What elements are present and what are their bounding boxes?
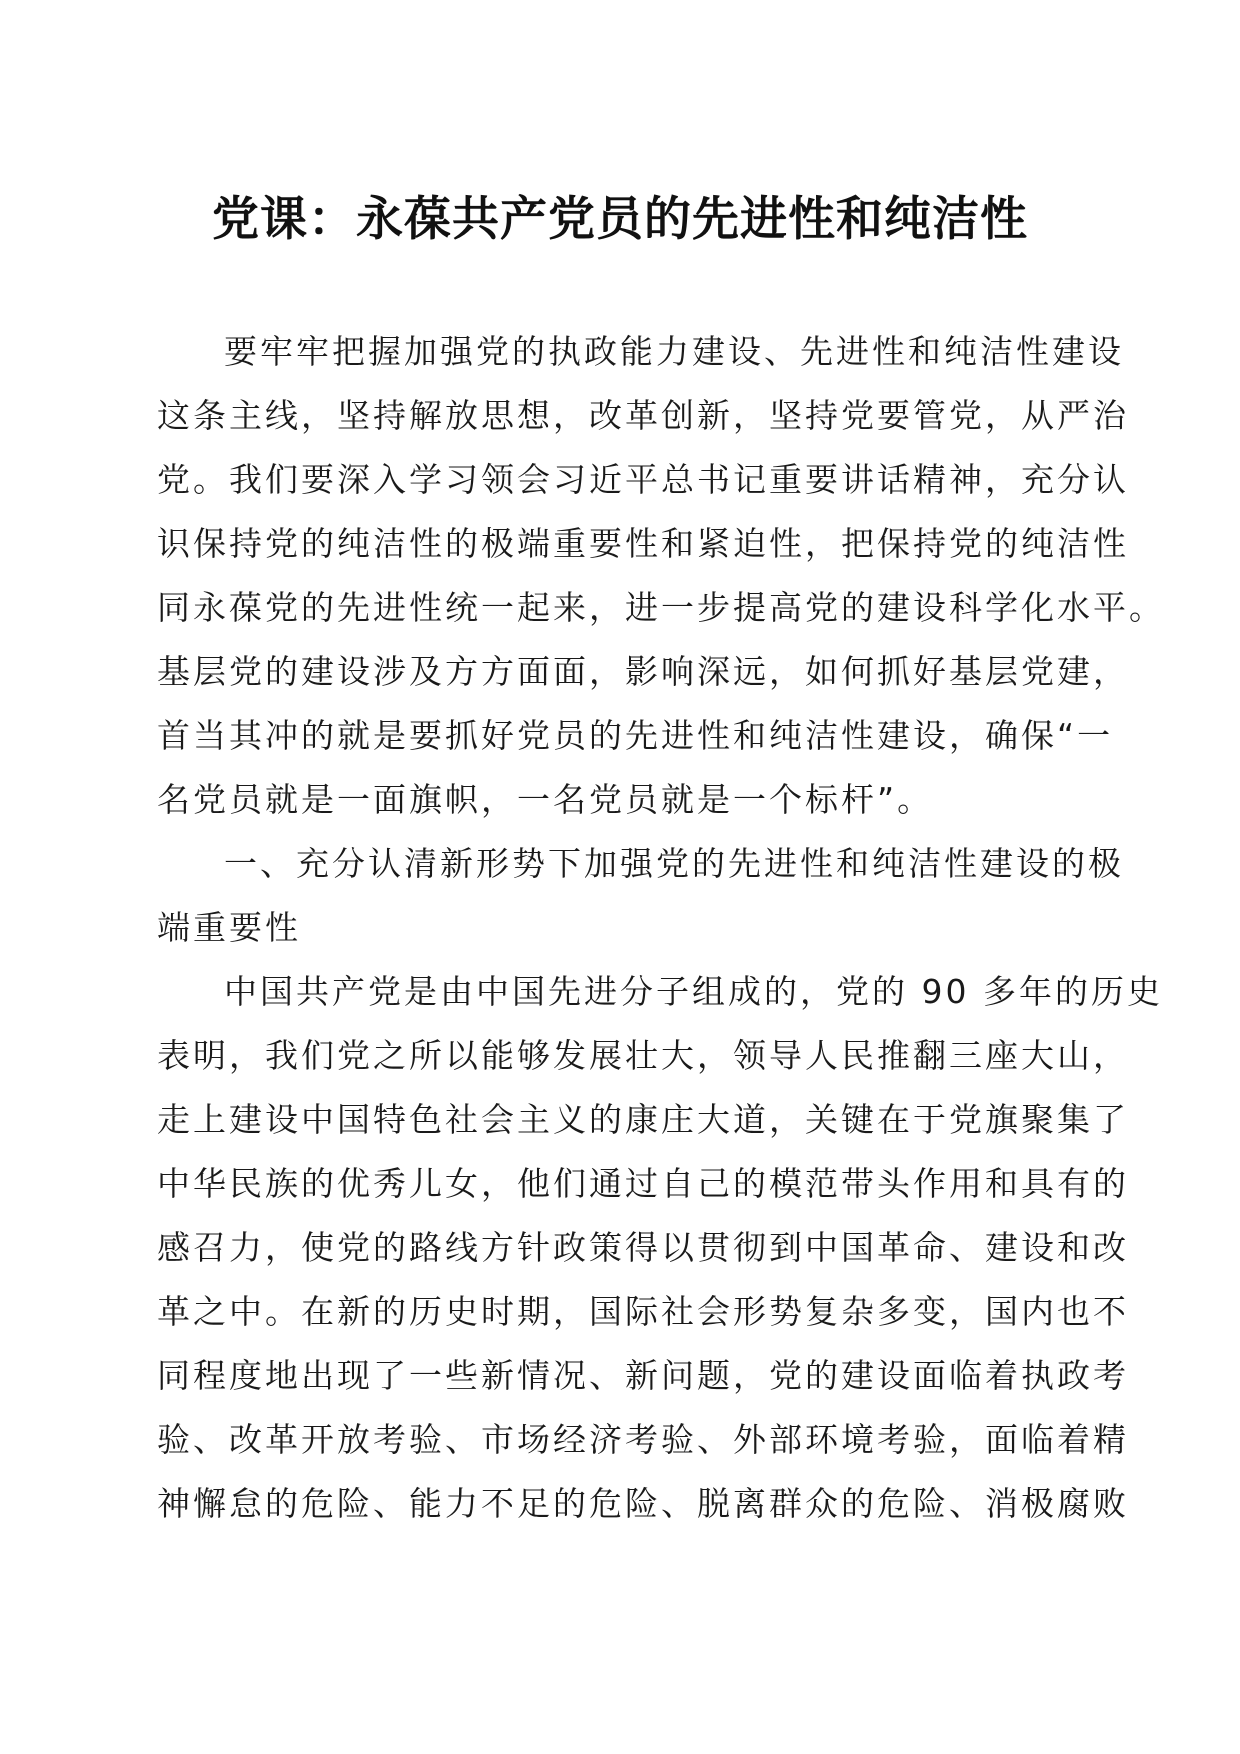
body-line: 识保持党的纯洁性的极端重要性和紧迫性，把保持党的纯洁性 [157,524,1129,563]
body-line: 感召力，使党的路线方针政策得以贯彻到中国革命、建设和改 [157,1228,1129,1267]
document-title: 党课：永葆共产党员的先进性和纯洁性 [212,192,1028,247]
section-heading-line: 一、充分认清新形势下加强党的先进性和纯洁性建设的极 [224,844,1124,883]
body-line: 革之中。在新的历史时期，国际社会形势复杂多变，国内也不 [157,1292,1129,1331]
body-line: 这条主线，坚持解放思想，改革创新，坚持党要管党，从严治 [157,396,1129,435]
body-line: 表明，我们党之所以能够发展壮大，领导人民推翻三座大山， [157,1036,1129,1075]
body-line: 党。我们要深入学习领会习近平总书记重要讲话精神，充分认 [157,460,1129,499]
body-line: 首当其冲的就是要抓好党员的先进性和纯洁性建设，确保“一 [157,716,1114,755]
body-line: 神懈怠的危险、能力不足的危险、脱离群众的危险、消极腐败 [157,1484,1129,1523]
body-line: 基层党的建设涉及方方面面，影响深远，如何抓好基层党建， [157,652,1129,691]
body-line: 中华民族的优秀儿女，他们通过自己的模范带头作用和具有的 [157,1164,1129,1203]
body-line: 中国共产党是由中国先进分子组成的，党的 90 多年的历史 [224,972,1163,1011]
body-line: 验、改革开放考验、市场经济考验、外部环境考验，面临着精 [157,1420,1129,1459]
body-line: 要牢牢把握加强党的执政能力建设、先进性和纯洁性建设 [224,332,1124,371]
section-heading-line: 端重要性 [157,908,301,947]
body-line: 同程度地出现了一些新情况、新问题，党的建设面临着执政考 [157,1356,1129,1395]
body-line: 名党员就是一面旗帜，一名党员就是一个标杆”。 [157,780,934,819]
body-line: 走上建设中国特色社会主义的康庄大道，关键在于党旗聚集了 [157,1100,1129,1139]
body-line: 同永葆党的先进性统一起来，进一步提高党的建设科学化水平。 [157,588,1165,627]
